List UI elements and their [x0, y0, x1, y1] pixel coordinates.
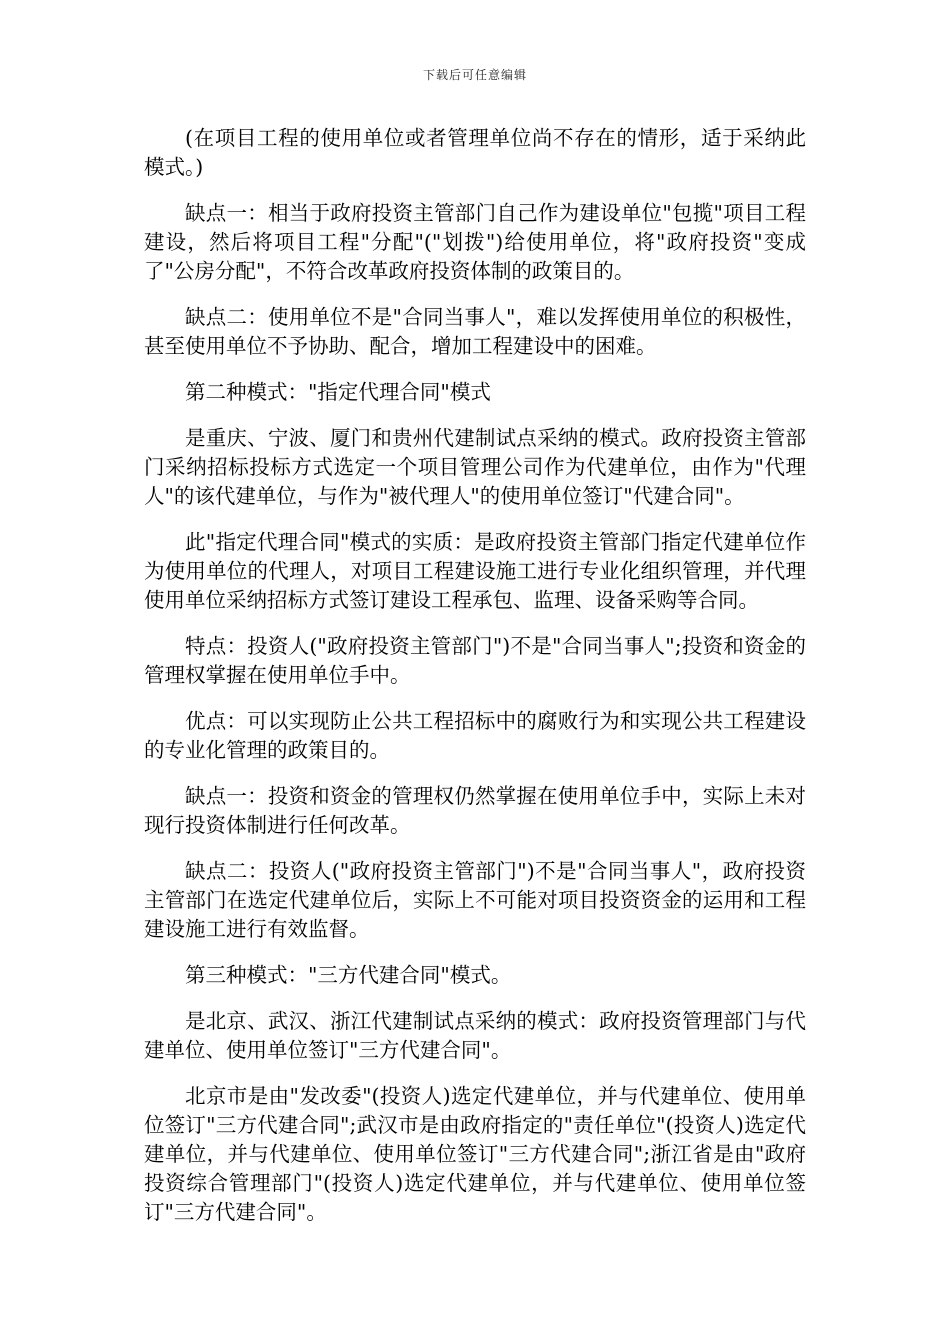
paragraph: 缺点二：使用单位不是"合同当事人"，难以发挥使用单位的积极性，甚至使用单位不予协助、配合，增加工程建设中的困难。 — [144, 305, 806, 358]
paragraph: 北京市是由"发改委"(投资人)选定代建单位，并与代建单位、使用单位签订"三方代建合同";武汉市是由政府指定的"责任单位"(投资人)选定代建单位，并与代建单位、使用单位签订"三方代建合同";浙江省是由"政府投资综合管理部门"(投资人)选定代建单位，并与代建单位、使用单位签订"三方代建合同"。 — [144, 1084, 806, 1224]
section-heading: 第二种模式："指定代理合同"模式 — [185, 380, 491, 404]
paragraph: 此"指定代理合同"模式的实质：是政府投资主管部门指定代建单位作为使用单位的代理人，对项目工程建设施工进行专业化组织管理，并代理使用单位采纳招标方式签订建设工程承包、监理、设备采购等合同。 — [144, 530, 806, 612]
document-body — [144, 124, 806, 1244]
paragraph: 特点：投资人("政府投资主管部门")不是"合同当事人";投资和资金的管理权掌握在使用单位手中。 — [144, 634, 806, 687]
paragraph: (在项目工程的使用单位或者管理单位尚不存在的情形，适于采纳此模式。) — [144, 126, 806, 179]
paragraph: 优点：可以实现防止公共工程招标中的腐败行为和实现公共工程建设的专业化管理的政策目的。 — [144, 709, 806, 762]
section-heading: 第三种模式："三方代建合同"模式。 — [185, 963, 512, 987]
paragraph: 缺点一：投资和资金的管理权仍然掌握在使用单位手中，实际上未对现行投资体制进行任何改革。 — [144, 784, 806, 837]
paragraph: 缺点二：投资人("政府投资主管部门")不是"合同当事人"，政府投资主管部门在选定代建单位后，实际上不可能对项目投资资金的运用和工程建设施工进行有效监督。 — [144, 859, 806, 941]
paragraph: 是北京、武汉、浙江代建制试点采纳的模式：政府投资管理部门与代建单位、使用单位签订"三方代建合同"。 — [144, 1009, 806, 1062]
paragraph: 是重庆、宁波、厦门和贵州代建制试点采纳的模式。政府投资主管部门采纳招标投标方式选定一个项目管理公司作为代建单位，由作为"代理人"的该代建单位，与作为"被代理人"的使用单位签订"代建合同"。 — [144, 426, 806, 508]
paragraph: 缺点一：相当于政府投资主管部门自己作为建设单位"包揽"项目工程建设，然后将项目工程"分配"("划拨")给使用单位，将"政府投资"变成了"公房分配"，不符合改革政府投资体制的政策目的。 — [144, 201, 806, 283]
page-header: 下载后可任意编辑 — [422, 68, 527, 82]
